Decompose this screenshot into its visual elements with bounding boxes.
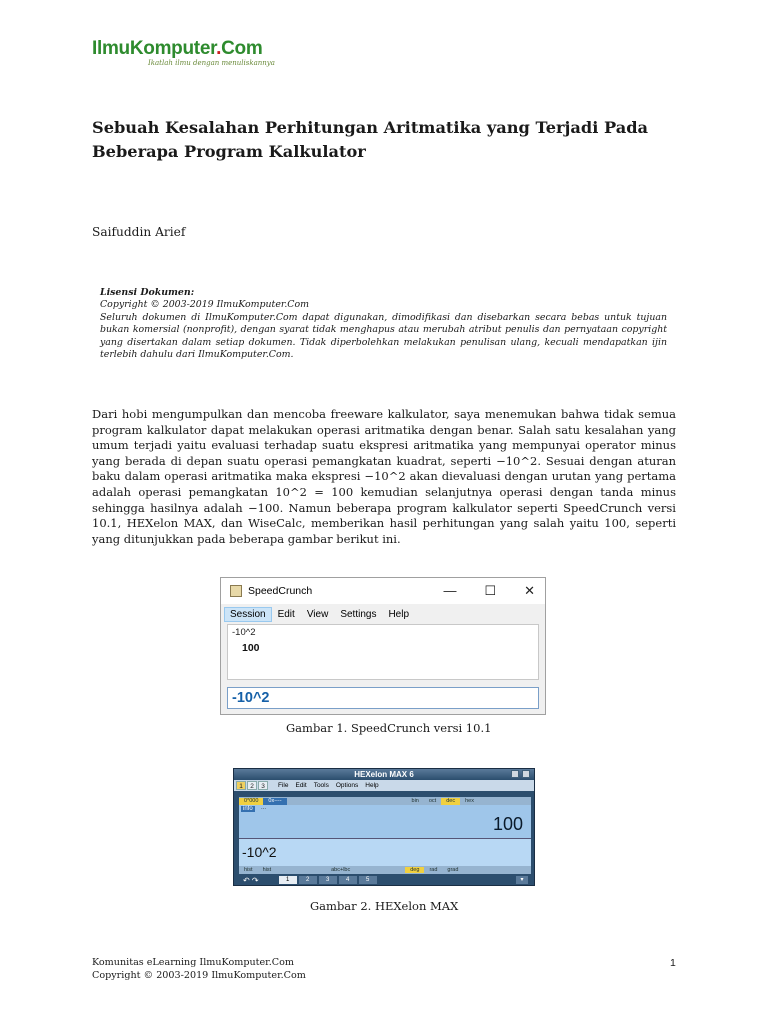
hexelon-page-1: 1 [279,876,297,884]
hexelon-entry [239,839,531,866]
hexelon-tab-1: 1 [236,781,246,790]
hexelon-status-rad: rad [429,867,438,873]
speedcrunch-input-text: -10^2 [232,690,270,706]
hexelon-tab-3: 3 [258,781,268,790]
hexelon-menu-options: Options [335,782,359,789]
hexelon-status-hist1: hist [244,867,253,873]
figure-1-caption: Gambar 1. SpeedCrunch versi 10.1 [286,721,492,735]
close-icon: ✕ [524,583,535,598]
hexelon-mode-oct: oct [428,797,437,804]
hexelon-status-grad: grad [447,867,459,873]
hexelon-page-5: 5 [359,876,377,884]
footer-community: Komunitas eLearning IlmuKomputer.Com [92,957,294,968]
hexelon-titlebar [234,769,534,780]
hexelon-menu-file: File [278,782,289,789]
hexelon-mode-hexbase: hex [465,797,474,804]
hexelon-status-abc: abc+lbc [331,867,351,873]
hexelon-mode-hex: 0x---- [263,798,286,805]
author-name: Saifuddin Arief [92,225,186,239]
hexelon-bottom-bar [239,875,531,885]
minimize-icon: — [443,583,457,598]
speedcrunch-titlebar [221,578,545,604]
menu-edit: Edit [277,608,295,620]
footer-copyright: Copyright © 2003-2019 IlmuKomputer.Com [92,969,306,981]
hexelon-page-3: 3 [319,876,337,884]
logo-tagline: Ikatlah ilmu dengan menuliskannya [148,59,275,67]
hexelon-entry-text: -10^2 [242,844,277,860]
hexelon-page-4: 4 [339,876,357,884]
figure-2-caption: Gambar 2. HEXelon MAX [310,899,459,913]
license-text: Seluruh dokumen di IlmuKomputer.Com dapat digunakan, dimodifikasi dan disebarkan secara bebas untuk tujuan bukan komersial (nonprofit), dengan syarat tidak menghapus atau merubah atribut penulis dan pernyataan copyright yang disertakan dalam setiap dokumen. Tidak diperbolehkan melakukan penulisan ulang, kecuali mendapatkan ijin terlebih dahulu dari IlmuKomputer.Com. [100,311,667,361]
speedcrunch-input [227,687,539,709]
hexelon-stack-info: info [243,806,253,812]
menu-settings: Settings [340,608,377,620]
hexelon-title: HEXelon MAX 6 [354,770,414,779]
hexelon-modebar [239,797,531,805]
hexelon-status-deg: deg [405,867,424,873]
speedcrunch-expression: -10^2 [232,627,256,638]
speedcrunch-title: SpeedCrunch [248,585,313,597]
hexelon-mode-dec: dec [441,798,460,805]
hexelon-mode-bin: bin [411,797,419,804]
hexelon-page-2: 2 [299,876,317,884]
hexelon-stack-display [239,805,531,839]
close-icon [522,770,530,778]
speedcrunch-result: 100 [242,642,260,654]
minimize-icon [511,770,519,778]
menu-view: View [306,608,329,620]
menu-help: Help [388,608,410,620]
maximize-icon: ☐ [484,583,497,598]
license-copyright: Copyright © 2003-2019 IlmuKomputer.Com [100,299,310,311]
logo-wordmark: IlmuKomputer.Com [92,38,263,59]
site-logo [92,38,275,67]
menu-session: Session [224,607,272,622]
license-block [100,287,667,361]
body-paragraph: Dari hobi mengumpulkan dan mencoba freeware kalkulator, saya menemukan bahwa tidak semua program kalkulator dapat melakukan operasi aritmatika dengan benar. Salah satu kesalahan yang umum terjadi yaitu evaluasi terhadap suatu ekspresi aritmatika yang mempunyai operator minus yang berada di depan suatu operasi pemangkatan kuadrat, seperti −10^2. Sesuai dengan aturan baku dalam operasi aritmatika maka ekspresi −10^2 akan dievaluasi dengan urutan yang pertama adalah operasi pemangkatan 10^2 = 100 kemudian selanjutnya operasi dengan tanda minus sehingga hasilnya adalah −100. Namun beberapa program kalkulator seperti SpeedCrunch versi 10.1, HEXelon MAX, dan WiseCalc, memberikan hasil perhitungan yang salah yaitu 100, seperti yang ditunjukkan pada beberapa gambar berikut ini. [92,407,676,546]
hexelon-mode-format: 0*000 [239,798,263,805]
chevron-down-icon: ▾ [516,876,528,884]
speedcrunch-screenshot [220,577,546,715]
license-title: Lisensi Dokumen: [100,287,195,298]
calculator-icon [230,585,242,597]
hexelon-tab-2: 2 [247,781,257,790]
hexelon-menu-edit: Edit [295,782,307,789]
hexelon-menu-tools: Tools [313,782,329,789]
hexelon-menubar [234,780,534,791]
document-title: Sebuah Kesalahan Perhitungan Aritmatika yang Terjadi Pada Beberapa Program Kalkulator [92,118,649,161]
hexelon-menu-help: Help [365,782,379,789]
page-footer [92,957,306,982]
hexelon-statusbar [239,866,531,874]
undo-redo-icon: ↶ ↷ [243,875,259,885]
speedcrunch-result-panel [227,624,539,680]
hexelon-status-hist2: hist [262,867,272,873]
page-number: 1 [670,957,676,969]
hexelon-stack-more: ... [261,805,267,811]
hexelon-result: 100 [492,814,523,834]
speedcrunch-menubar [221,604,545,624]
hexelon-screenshot [233,768,535,886]
